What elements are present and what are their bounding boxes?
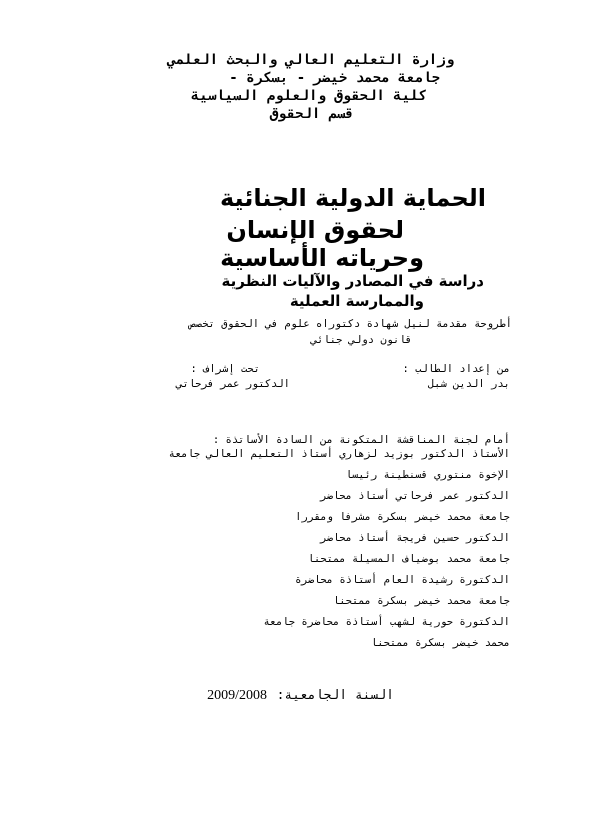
committee-line: الأستاذ الدكتور بوزيد لزهاري أستاذ التعليم العالي جامعة: [168, 448, 510, 460]
faculty-name: كلية الحقوق والعلوم السياسية: [190, 88, 427, 104]
thesis-subtitle-line-2: والممارسة العملية: [289, 292, 424, 310]
thesis-title-line-2: لحقوق الإنسان: [226, 216, 404, 244]
committee-line: جامعة محمد خيضر بسكرة مشرفا ومقررا: [295, 511, 510, 523]
committee-intro: أمام لجنة المناقشة المتكونة من السادة الأساتذة :: [212, 434, 510, 446]
thesis-description-line-1: أطروحة مقدمة لنيل شهادة دكتوراه علوم في الحقوق تخصص: [189, 318, 512, 330]
committee-line: الدكتور عمر فرحاتي أستاذ محاضر: [320, 490, 510, 502]
committee-line: الدكتورة حورية لشهب أستاذة محاضرة جامعة: [263, 616, 510, 628]
academic-year-value: 2009/2008: [207, 688, 267, 703]
supervision-label: تحت إشراف :: [190, 363, 260, 375]
thesis-title-line-1: الحماية الدولية الجنائية: [219, 184, 486, 212]
department-name: قسم الحقوق: [269, 106, 354, 122]
committee-line: جامعة محمد خيضر بسكرة ممتحنا: [332, 595, 510, 607]
thesis-title-line-3: وحرياته الأساسية: [220, 244, 424, 272]
academic-year-label: السنة الجامعية:: [276, 688, 394, 703]
student-name: بدر الدين شبل: [427, 378, 510, 390]
academic-year: [207, 684, 394, 704]
prepared-by-label: من إعداد الطالب :: [402, 363, 510, 375]
ministry-name: وزارة التعليم العالي والبحث العلمي: [167, 52, 454, 68]
committee-line: الإخوة منتوري قسنطينة رئيسا: [345, 469, 510, 481]
committee-line: الدكتورة رشيدة العام أستاذة محاضرة: [295, 574, 510, 586]
thesis-subtitle-line-1: دراسة في المصادر والآليات النظرية: [221, 272, 484, 290]
committee-line: جامعة محمد بوضياف المسيلة ممتحنا: [307, 553, 510, 565]
committee-line: محمد خيضر بسكرة ممتحنا: [370, 637, 510, 649]
supervisor-name: الدكتور عمر فرحاتي: [176, 378, 290, 390]
thesis-description-line-2: قانون دولي جنائي: [310, 334, 412, 346]
committee-line: الدكتور حسين فريجة أستاذ محاضر: [320, 532, 510, 544]
university-name: جامعة محمد خيضر - بسكرة -: [229, 70, 440, 86]
